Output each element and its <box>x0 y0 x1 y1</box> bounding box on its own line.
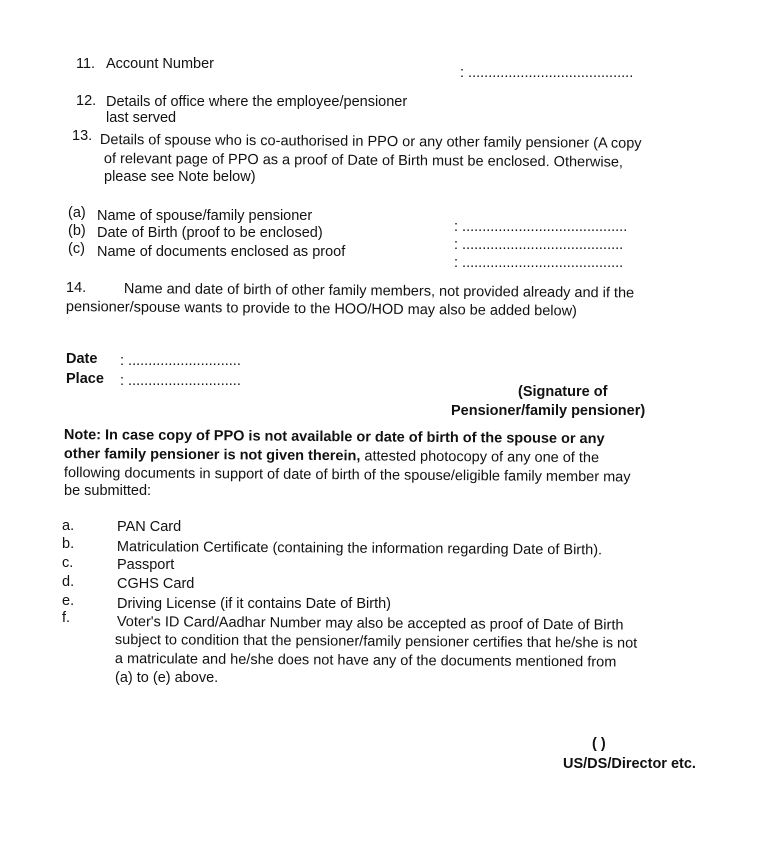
place-label: Place <box>66 371 104 387</box>
doc-c-text: Passport <box>117 557 175 573</box>
officer-brackets: ( ) <box>592 736 606 752</box>
item-13-line3: please see Note below) <box>104 169 256 185</box>
field-c-letter: (c) <box>68 241 85 257</box>
doc-a-letter: a. <box>62 518 75 534</box>
doc-f-line3: a matriculate and he/she does not have any of the documents mentioned from <box>114 651 617 671</box>
item-14-line1: Name and date of birth of other family members, not provided already and if the <box>123 281 635 302</box>
note-line2-rest: attested photocopy of any one of the <box>360 448 600 467</box>
item-14-number: 14. <box>66 280 87 296</box>
doc-c-letter: c. <box>62 555 74 571</box>
note-line1: Note: In case copy of PPO is not available or date of birth of the spouse or any <box>63 427 605 448</box>
item-13-line2: of relevant page of PPO as a proof of Date of Birth must be enclosed. Otherwise, <box>103 151 624 171</box>
doc-b-letter: b. <box>62 536 75 552</box>
doc-f-letter: f. <box>62 610 71 626</box>
doc-d-letter: d. <box>62 574 75 590</box>
item-13-number: 13. <box>72 128 93 144</box>
place-field: : ............................ <box>120 373 241 389</box>
date-label: Date <box>66 351 98 367</box>
item-13-line1: Details of spouse who is co-authorised in PPO or any other family pensioner (A copy <box>99 132 642 152</box>
doc-f-line4: (a) to (e) above. <box>115 670 219 686</box>
spouse-name-field: : ......................................... <box>454 219 628 235</box>
note-line3: following documents in support of date of birth of the spouse/eligible family member may <box>63 465 631 486</box>
item-12-number: 12. <box>76 93 97 109</box>
doc-d-text: CGHS Card <box>117 576 195 592</box>
doc-e-text: Driving License (if it contains Date of Birth) <box>117 596 391 612</box>
field-c-label: Name of documents enclosed as proof <box>97 244 346 260</box>
note-line4: be submitted: <box>64 483 152 499</box>
signature-line1: (Signature of <box>518 384 608 400</box>
item-11-label: Account Number <box>106 56 214 72</box>
note-line2 <box>64 447 599 467</box>
field-a-letter: (a) <box>68 205 86 221</box>
doc-f-text: Voter's ID Card/Aadhar Number may also be accepted as proof of Date of Birth <box>116 614 624 634</box>
doc-b-text: Matriculation Certificate (containing the information regarding Date of Birth). <box>116 539 603 559</box>
officer-title: US/DS/Director etc. <box>563 756 696 772</box>
item-12-line1: Details of office where the employee/pensioner <box>106 94 408 110</box>
item-11-number: 11. <box>76 56 96 72</box>
item-12-line2: last served <box>106 110 177 126</box>
account-number-field: : ......................................... <box>460 65 634 81</box>
documents-proof-field: : ........................................ <box>454 255 624 271</box>
date-of-birth-field: : ........................................ <box>454 237 624 253</box>
field-b-label: Date of Birth (proof to be enclosed) <box>97 225 323 241</box>
doc-f-line2: subject to condition that the pensioner/family pensioner certifies that he/she is not <box>114 632 638 652</box>
date-field: : ............................ <box>120 353 241 369</box>
doc-e-letter: e. <box>62 593 75 609</box>
signature-line2: Pensioner/family pensioner) <box>451 403 646 419</box>
item-14-line2: pensioner/spouse wants to provide to the HOO/HOD may also be added below) <box>65 299 577 320</box>
field-b-letter: (b) <box>68 223 86 239</box>
note-line2-bold: other family pensioner is not given therein, <box>63 446 361 465</box>
field-a-label: Name of spouse/family pensioner <box>97 208 313 224</box>
doc-a-text: PAN Card <box>117 519 182 535</box>
